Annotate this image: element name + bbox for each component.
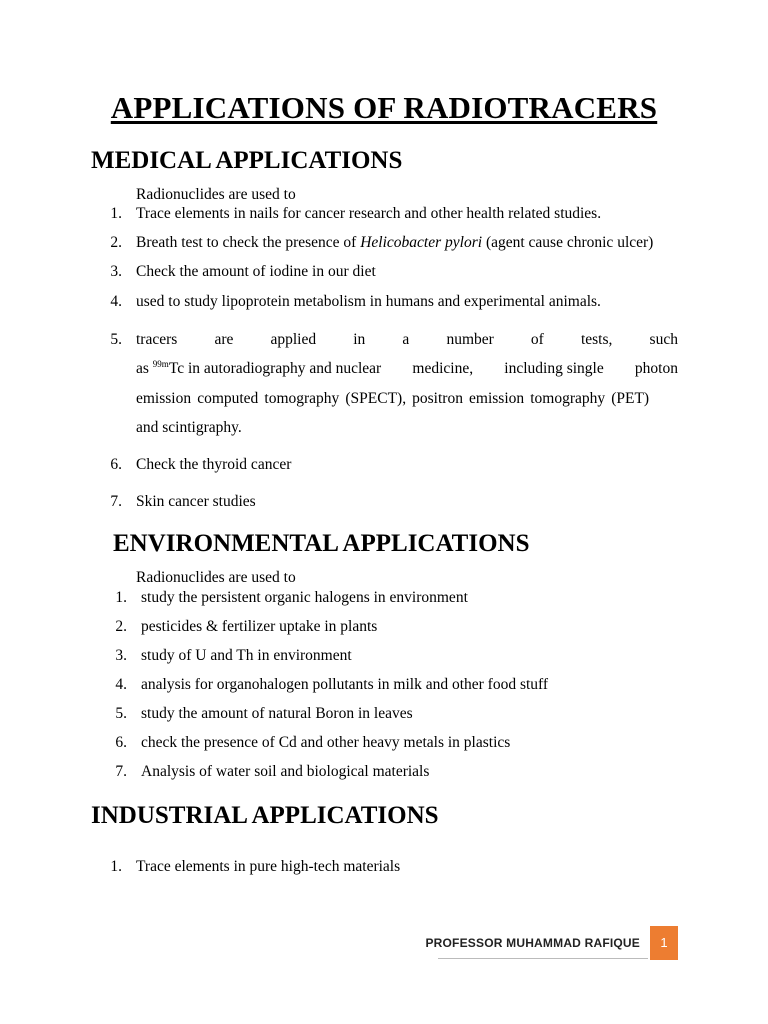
industrial-heading: INDUSTRIAL APPLICATIONS: [91, 802, 439, 829]
medical-intro: Radionuclides are used to: [136, 186, 296, 203]
page-number-badge: 1: [650, 926, 678, 960]
document-page: APPLICATIONS OF RADIOTRACERS MEDICAL APPLICATIONS Radionuclides are used to 1. Trace elements in nails for cancer research and other health related studies. 2. Breath test to check the presence of Helicobacter pylori (agent cause chronic ulcer) 3. Check the amount of iodine in our diet 4. used to study lipoprotein metabolism in humans and experimental animals. 5. tracers are applied in a number of tests, such as $^{99m}$Tc in autoradiography and nuclear medicine, including single photon emission computed tomography (SPECT), positron emission tomography (PET) and scintigraphy. 6. Check the thyroid cancer 7. Skin cancer studies ENVIRONMENTAL APPLICATIONS Radionuclides are used to 1. study the persistent organic halogens in environment 2. pesticides & fertilizer uptake in plants 3. study of U and Th in environment 4. analysis for organohalogen pollutants in milk and other food stuff 5. study the amount of natural Boron in leaves 6. check the presence of Cd and other heavy metals in plastics 7. Analysis of water soil and biological materials INDUSTRIAL APPLICATIONS 1. Trace elements in pure high-tech materials PROFESSOR MUHAMMAD RAFIQUE 1: [0, 0, 768, 1024]
footer-divider: [438, 958, 648, 959]
isotope-superscript: 99m: [152, 358, 169, 369]
medical-heading: MEDICAL APPLICATIONS: [91, 147, 403, 174]
footer-author: PROFESSOR MUHAMMAD RAFIQUE: [425, 936, 640, 950]
page-title: APPLICATIONS OF RADIOTRACERS: [110, 90, 658, 125]
species-name: Helicobacter pylori: [360, 234, 483, 251]
environmental-intro: Radionuclides are used to: [136, 569, 296, 586]
environmental-heading: ENVIRONMENTAL APPLICATIONS: [113, 530, 530, 557]
item5-line3: emission computed tomography (SPECT), positron emission tomography (PET): [136, 390, 650, 407]
item5-line4: and scintigraphy.: [136, 419, 242, 436]
item5-line1: tracers are applied in a number of tests, such: [136, 331, 678, 348]
item5-line2: as $^{99m}$Tc in autoradiography and nuclear medicine, including single photon: [136, 358, 678, 377]
